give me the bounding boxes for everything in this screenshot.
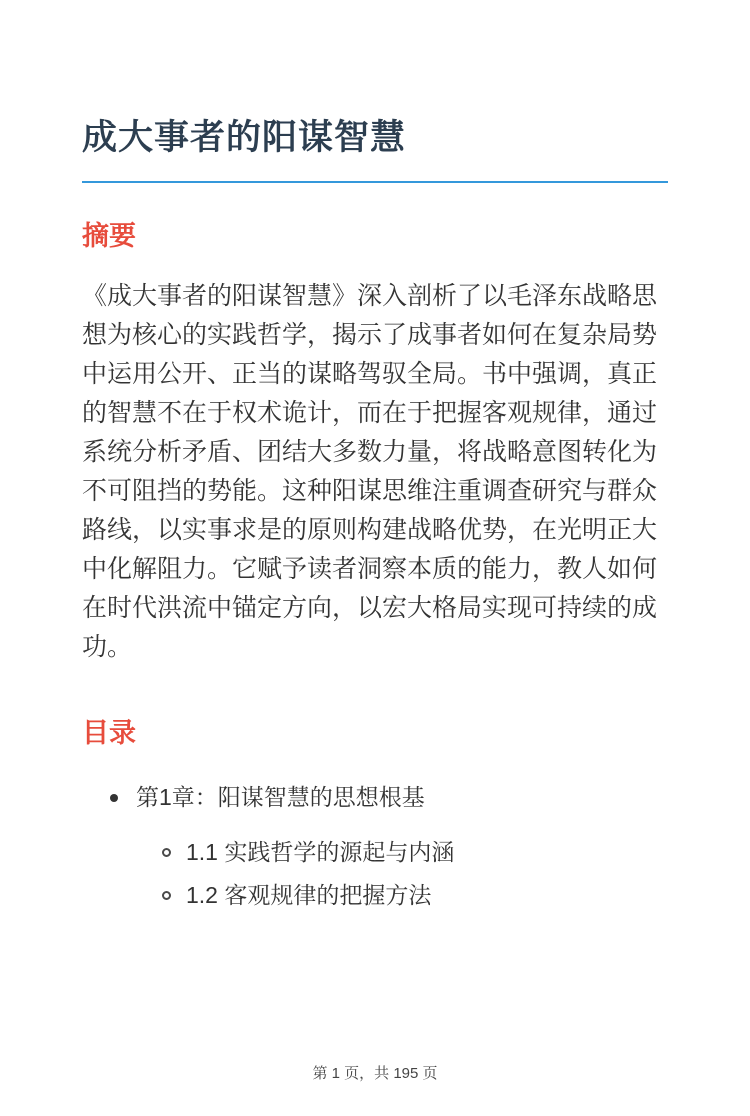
document-content bbox=[0, 116, 750, 911]
toc-chapter-label: 第1章：阳谋智慧的思想根基 bbox=[136, 784, 425, 811]
circle-bullet-icon bbox=[162, 848, 171, 857]
abstract-paragraph: 《成大事者的阳谋智慧》深入剖析了以毛泽东战略思想为核心的实践哲学，揭示了成事者如何在复杂局势中运用公开、正当的谋略驾驭全局。书中强调，真正的智慧不在于权术诡计，而在于把握客观规律，通过系统分析矛盾、团结大多数力量，将战略意图转化为不可阻挡的势能。这种阳谋思维注重调查研究与群众路线，以实事求是的原则构建战略优势，在光明正大中化解阻力。它赋予读者洞察本质的能力，教人如何在时代洪流中锚定方向，以宏大格局实现可持续的成功。 bbox=[82, 281, 658, 661]
toc-list bbox=[82, 782, 668, 911]
page-number-footer: 第 1 页，共 195 页 bbox=[312, 1065, 438, 1082]
title-divider bbox=[82, 181, 668, 183]
abstract-heading: 摘要 bbox=[82, 220, 136, 251]
toc-heading: 目录 bbox=[82, 717, 136, 748]
toc-section-label: 1.2 客观规律的把握方法 bbox=[186, 882, 432, 909]
page-title: 成大事者的阳谋智慧 bbox=[82, 118, 407, 157]
toc-section-label: 1.1 实践哲学的源起与内涵 bbox=[186, 839, 455, 866]
toc-chapter-item bbox=[110, 782, 668, 813]
toc-section-item bbox=[162, 880, 668, 911]
disc-bullet-icon bbox=[110, 794, 118, 802]
document-page bbox=[0, 116, 750, 1116]
toc-section-item bbox=[162, 837, 668, 868]
circle-bullet-icon bbox=[162, 891, 171, 900]
